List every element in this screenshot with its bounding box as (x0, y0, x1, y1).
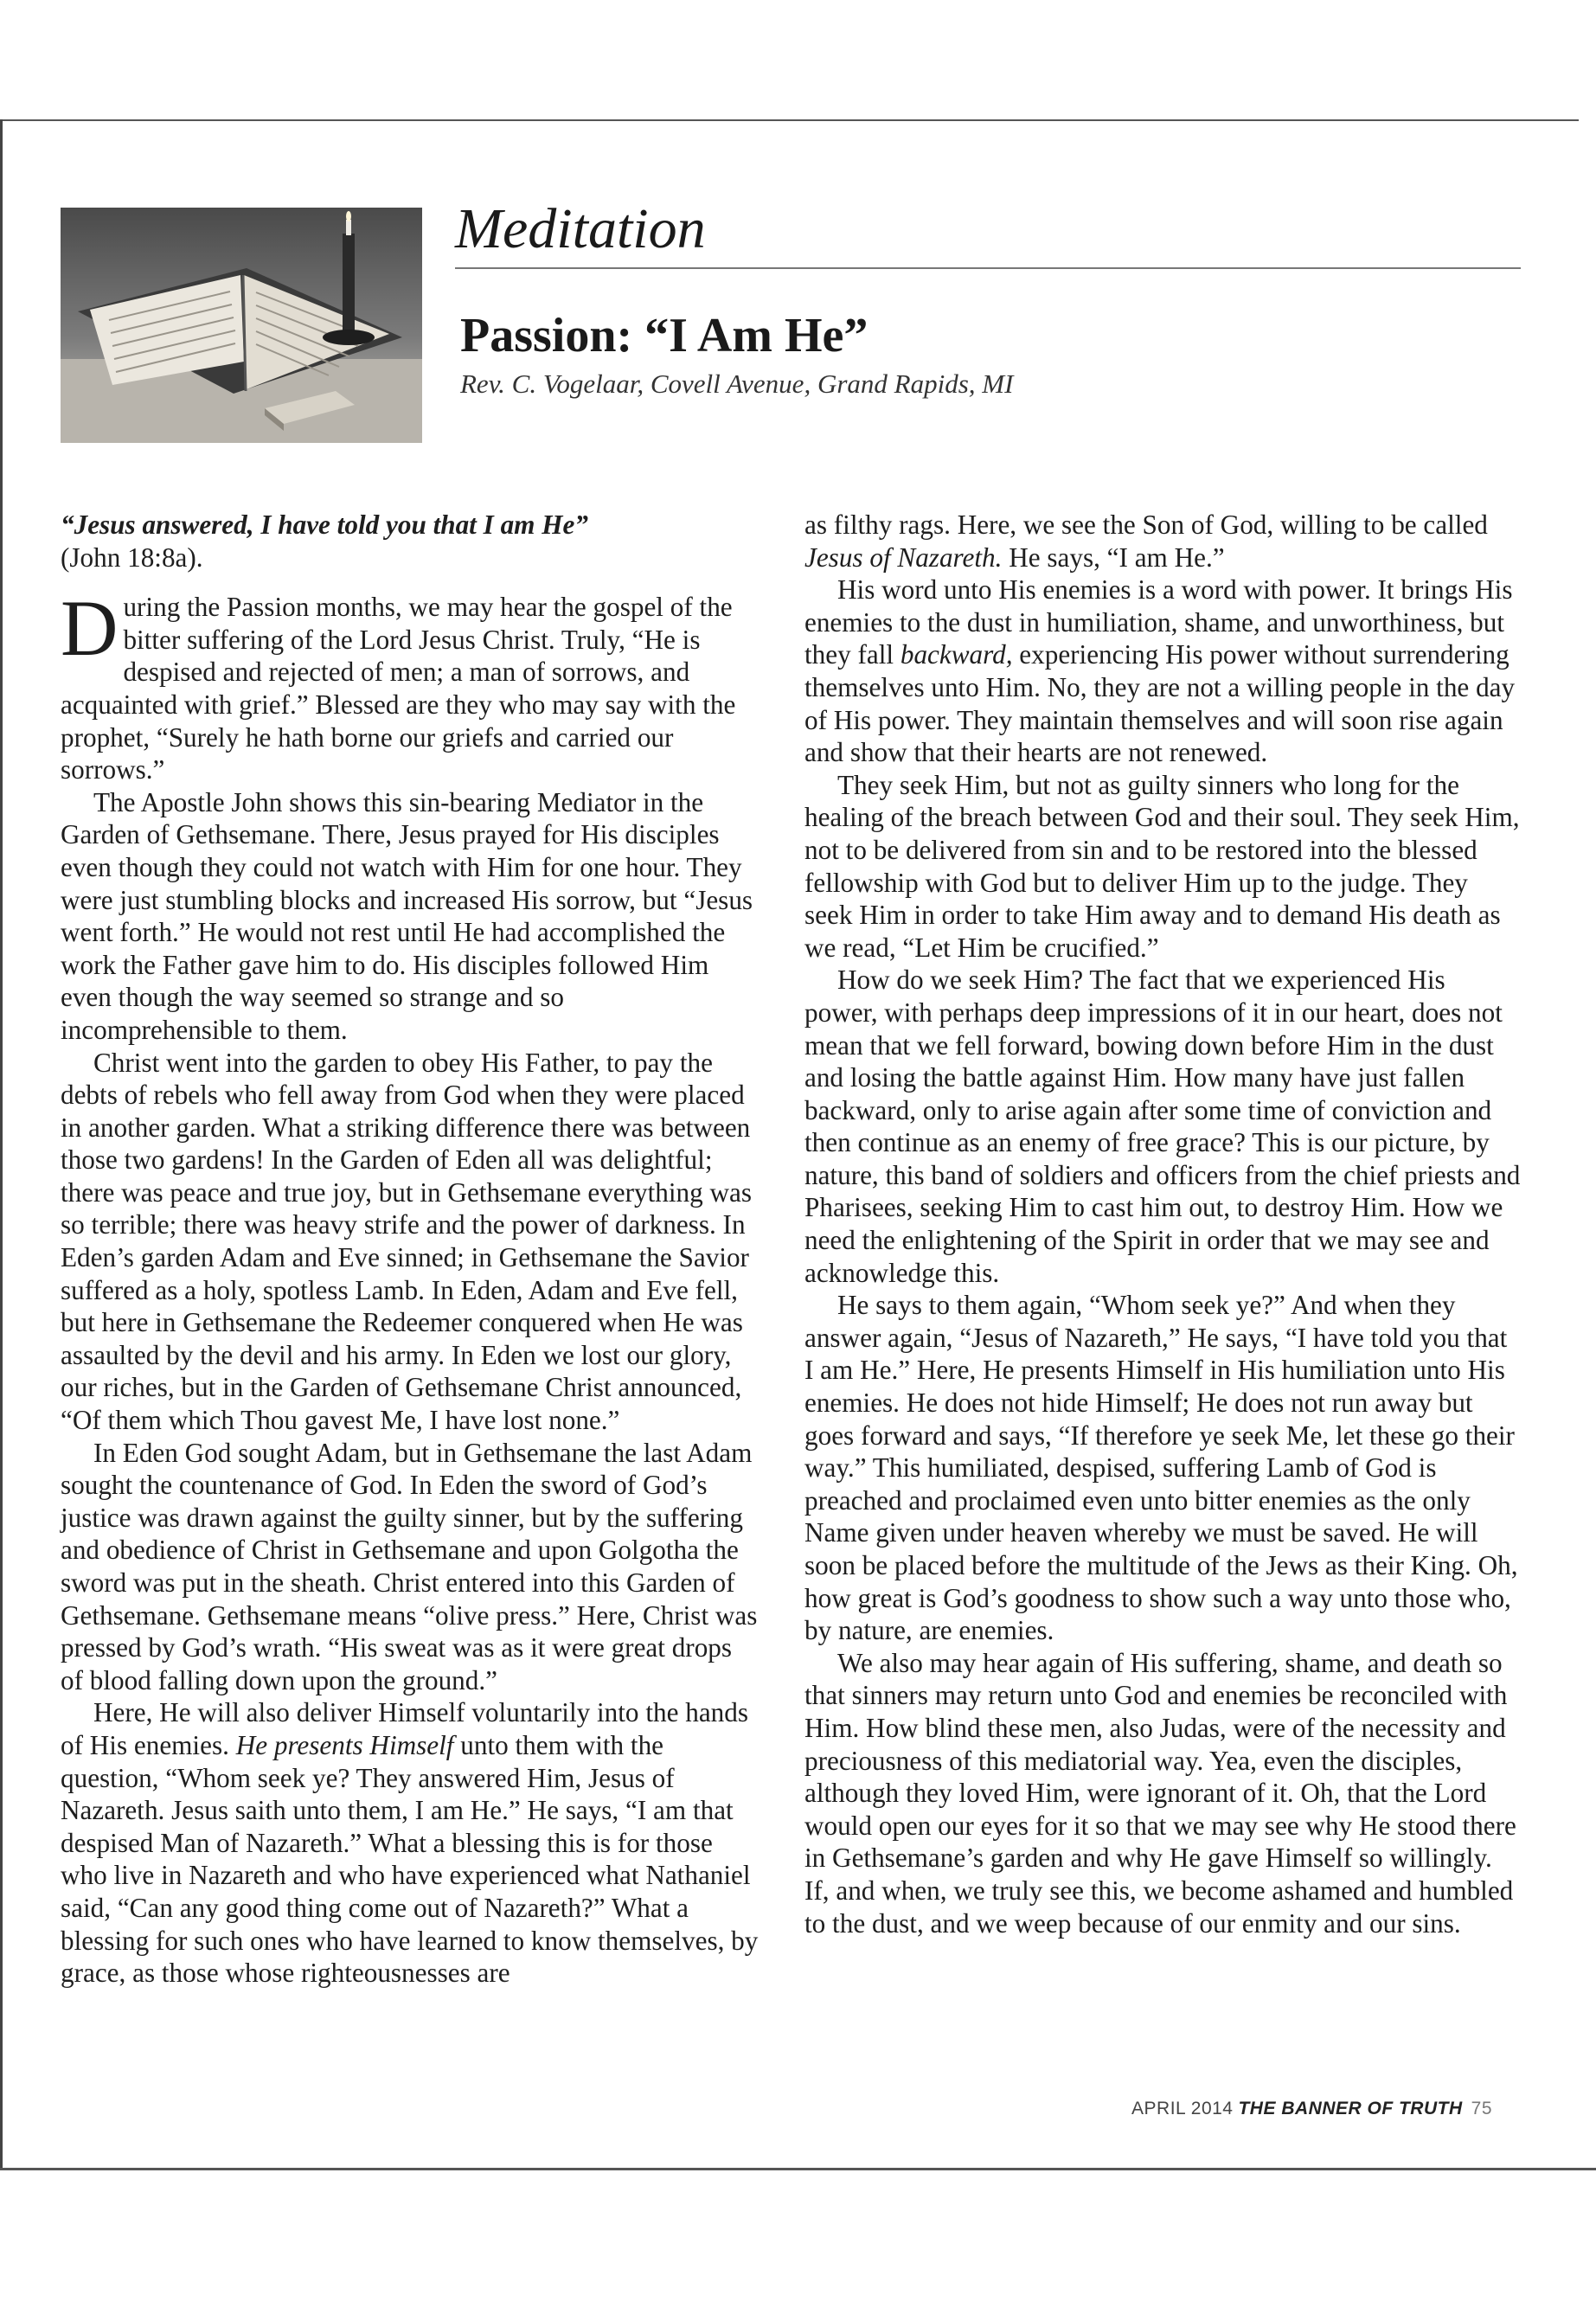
kicker-rule (455, 267, 1521, 269)
body-paragraph: How do we seek Him? The fact that we experienced His power, with perhaps deep impressions of it in our heart, does not mean that we fell forward, bowing down before Him in the dust and losing the battle against Him. How many have just fallen backward, only to arise again after some time of conviction and then continue as an enemy of free grace? This is our picture, by nature, this band of soldiers and officers from the chief priests and Pharisees, seeking Him to cast him out, to destroy Him. How we need the enlightening of the Spirit in order that we may see and acknowledge this. (804, 965, 1521, 1288)
body-paragraph (61, 1696, 760, 1989)
emphasis-text: backward, (900, 639, 1013, 670)
author-byline: Rev. C. Vogelaar, Covell Avenue, Grand Rapids, MI (460, 369, 1014, 399)
epigraph-reference: (John 18:8a). (61, 542, 203, 573)
emphasis-text: Jesus of Nazareth. (804, 542, 1003, 573)
section-kicker: Meditation (455, 197, 706, 260)
page-frame-left (0, 119, 3, 2170)
right-column (804, 509, 1521, 1939)
page-footer (1131, 2099, 1492, 2119)
paragraph-text: unto them with the question, “Whom seek ye? They answered Him, Jesus of Nazareth. Jesus saith unto them, I am He.” He says, “I am that despised Man of Nazareth.” What a blessing this is for those who live in Nazareth and who have experienced what Nathaniel said, “Can any good thing come out of Nazareth?” What a blessing for such ones who have learned to know themselves, by grace, as those whose righteousnesses are (61, 1729, 759, 1989)
body-paragraph: In Eden God sought Adam, but in Gethsemane the last Adam sought the countenance of God. In Eden the sword of God’s justice was drawn against the guilty sinner, but by the suffering and obedience of Christ in Gethsemane and upon Golgotha the sword was put in the sheath. Christ entered into this Garden of Gethsemane. Gethsemane means “olive press.” Here, Christ was pressed by God’s wrath. “His sweat was as it were great drops of blood falling down upon the ground.” (61, 1437, 758, 1695)
emphasis-text: He presents Himself (235, 1729, 454, 1760)
page-frame-top (0, 119, 1579, 121)
epigraph-quote: “Jesus answered, I have told you that I am He” (61, 510, 588, 540)
publication-name: THE BANNER OF TRUTH (1238, 2099, 1463, 2118)
open-bible-illustration (61, 208, 422, 443)
paragraph-text: He says, “I am He.” (1009, 542, 1225, 573)
paragraph-text: as filthy rags. Here, we see the Son of God, willing to be called (804, 510, 1488, 540)
page-number: 75 (1471, 2099, 1492, 2118)
article-title: Passion: “I Am He” (460, 309, 869, 362)
body-paragraph: He says to them again, “Whom seek ye?” And when they answer again, “Jesus of Nazareth,” He says, “I have told you that I am He.” Here, He presents Himself in His humiliation unto His enemies. He does not hide Himself; He does not run away but goes forward and says, “If therefore ye seek Me, let these go their way.” This humiliated, despised, suffering Lamb of God is preached and proclaimed even unto bitter enemies as the only Name given under heaven whereby we must be saved. He will soon be placed before the multitude of the Jews as their King. Oh, how great is God’s goodness to show such a way unto those who, by nature, are enemies. (804, 1290, 1518, 1646)
paragraph-text: Here, He will also deliver Himself voluntarily into the hands of His enemies. (61, 1697, 748, 1760)
body-paragraph: We also may hear again of His suffering, shame, and death so that sinners may return unto God and enemies be reconciled with Him. How blind these men, also Judas, were of the necessity and preciousness of this mediatorial way. Yea, even the disciples, although they loved Him, were ignorant of it. Oh, that the Lord would open our eyes for it so that we may see why He stood there in Gethsemane’s garden and why He gave Himself so willingly. If, and when, we truly see this, we become ashamed and humbled to the dust, and we weep because of our enmity and our sins. (804, 1647, 1516, 1939)
body-paragraph (61, 584, 760, 786)
drop-cap: D (61, 584, 119, 673)
issue-date: APRIL 2014 (1131, 2099, 1234, 2118)
body-paragraph (804, 574, 1521, 769)
left-column (61, 509, 760, 1990)
body-paragraph: They seek Him, but not as guilty sinners who long for the healing of the breach between God and their soul. They seek Him, not to be delivered from sin and to be restored into the blessed fellowship with God but to deliver Him up to the judge. They seek Him in order to take Him away and to demand His death as we read, “Let Him be crucified.” (804, 769, 1520, 963)
body-paragraph (804, 509, 1521, 574)
paragraph-text: His word unto His enemies is a word with power. It brings His enemies to the dust in humiliation, shame, and unworthiness, but they fall (804, 574, 1513, 670)
paragraph-text: uring the Passion months, we may hear the gospel of the bitter suffering of the Lord Jesus Christ. Truly, “He is despised and rejected of men; a man of sorrows, and acquainted with grief.” Blessed are they who may say with the prophet, “Surely he hath borne our griefs and carried our sorrows.” (61, 592, 736, 785)
epigraph (61, 509, 760, 574)
body-paragraph: Christ went into the garden to obey His Father, to pay the debts of rebels who fell away from God when they were placed in another garden. What a striking difference there was between those two gardens! In the Garden of Eden all was delightful; there was peace and true joy, but in Gethsemane everything was so terrible; there was heavy strife and the power of darkness. In Eden’s garden Adam and Eve sinned; in Gethsemane the Savior suffered as a holy, spotless Lamb. In Eden, Adam and Eve fell, but here in Gethsemane the Redeemer conquered when He was assaulted by the devil and his army. In Eden we lost our glory, our riches, but in the Garden of Gethsemane Christ announced, “Of them which Thou gavest Me, I have lost none.” (61, 1047, 753, 1436)
paragraph-text: experiencing His power without surrendering themselves unto Him. No, they are not a willing people in the day of His power. They maintain themselves and will soon rise again and show that their hearts are not renewed. (804, 639, 1516, 768)
body-paragraph: The Apostle John shows this sin-bearing Mediator in the Garden of Gethsemane. There, Jesus prayed for His disciples even though they could not watch with Him for one hour. They were just stumbling blocks and increased His sorrow, but “Jesus went forth.” He would not rest until He had accomplished the work the Father gave him to do. His disciples followed Him even though the way seemed so strange and so incomprehensible to them. (61, 786, 753, 1045)
page-frame-bottom (0, 2168, 1596, 2170)
